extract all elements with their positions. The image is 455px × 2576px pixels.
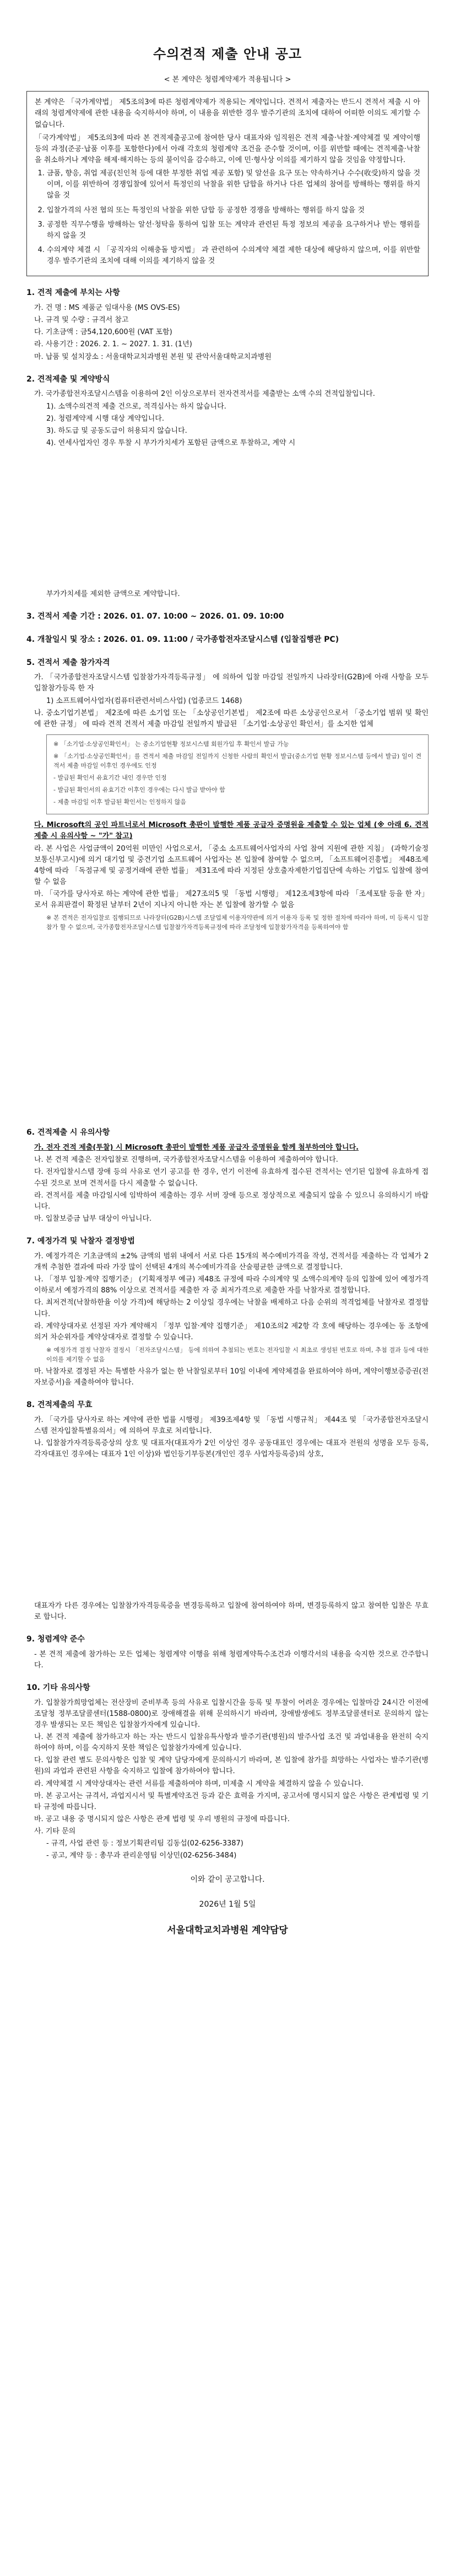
section-6-line-a: 가. 전자 견적 제출(투찰) 시 Microsoft 총판이 발행한 제품 공급자 증명원을 함께 첨부하여야 합니다.	[34, 1144, 359, 1152]
section-9	[26, 1634, 429, 1671]
section-6-line-b: 나. 본 견적 제출은 전자입찰로 진행하며, 국가종합전자조달시스템을 이용하여 제출하여야 합니다.	[34, 1156, 338, 1164]
integrity-item: 3. 공정한 직무수행을 방해하는 알선·청탁을 통하여 입찰 또는 계약과 관련된 특정 정보의 제공을 요구하거나 받는 행위를 하지 않을 것	[47, 219, 420, 242]
section-3	[26, 611, 429, 623]
section-10-line-b: 나. 본 견적 제출에 참가하고자 하는 자는 반드시 입찰유특사항과 발주기관(병원)의 발주사업 조건 및 과업내용을 완전히 숙지하여야 하며, 이를 숙지하지 못한 책임은 입찰참가자에게 있습니다.	[34, 1732, 429, 1753]
section-7-note: ※ 예정가격 결정 낙찰자 결정시 「전자조달시스템」 등에 의하여 추첨되는 번호는 전자입찰 시 최초로 생성된 번호로 하며, 추첨 결과 등에 대한 이의를 제기할 수 없음	[46, 1346, 429, 1364]
section-1-heading: 1. 견적 제출에 부치는 사항	[26, 288, 120, 298]
certificate-note-box	[46, 734, 429, 814]
section-5-line-a: 가. 「국가종합전자조달시스템 입찰참가자격등록규정」 에 의하여 입찰 마감일 전일까지 나라장터(G2B)에 아래 사항을 모두 입찰참가등록 한 자	[34, 673, 429, 693]
section-2-item: 1). 소액수의견적 제출 건으로, 적격심사는 하지 않습니다.	[46, 402, 226, 411]
integrity-item: 2. 입찰가격의 사전 협의 또는 특정인의 낙찰을 위한 담합 등 공정한 경쟁을 방해하는 행위를 하지 않을 것	[47, 205, 420, 216]
issuing-organization: 서울대학교치과병원 계약담당	[167, 1924, 288, 1936]
section-10-heading: 10. 기타 유의사항	[26, 1683, 90, 1692]
section-2-line-a: 가. 국가종합전자조달시스템을 이용하여 2인 이상으로부터 전자견적서를 제출받는 소액 수의 견적입찰입니다.	[34, 390, 375, 399]
section-1-line: 가. 건 명 : MS 제품군 임대사용 (MS OVS-ES)	[34, 303, 180, 312]
integrity-preface: 「국가계약법」 제5조의3에 따라 본 견적제출공고에 참여한 당사 대표자와 임직원은 견적 제출·낙찰·계약체결 및 계약이행 등의 과정(준공·납품 이후를 포함한다)에서 아래 각호의 청렴계약 조건을 준수할 것이며, 이를 위반할 때에는 견적제출·낙찰을 취소하거나 계약을 해제·해지하는 등의 불이익을 감수하고, 이에 민·형사상 이의를 제기하지 않을 것임을 약정합니다.	[35, 133, 420, 165]
section-6	[26, 1127, 429, 1225]
section-4-heading: 4. 개찰일시 및 장소 : 2026. 01. 09. 11:00 / 국가종합전자조달시스템 (입찰집행관 PC)	[26, 635, 339, 644]
section-10-line-g: 사. 기타 문의	[34, 1827, 76, 1836]
section-7-line-e: 마. 낙찰자로 결정된 자는 특별한 사유가 없는 한 낙찰일로부터 10일 이내에 계약체결을 완료하여야 하며, 계약이행보증증권(전자보증서)을 제출하여야 합니다.	[34, 1367, 429, 1387]
section-8-line-a: 가. 「국가를 당사자로 하는 계약에 관한 법률 시행령」 제39조제4항 및 「동법 시행규칙」 제44조 및 「국가종합전자조달시스템 전자입찰특별유의서」에 의하여 무효로 처리합니다.	[34, 1416, 429, 1436]
section-7-line-b: 나. 「정부 입찰·계약 집행기준」 (기획재정부 예규) 제48조 규정에 따라 수의계약 및 소액수의계약 등의 입찰에 있어 예정가격 이하로서 예정가격의 88% 이상으로 견적서를 제출한 자 중 최저가격으로 제출한 자를 낙찰자로 결정합니다.	[34, 1275, 429, 1295]
section-6-line-d: 라. 견적서를 제출 마감일시에 임박하여 제출하는 경우 서버 장애 등으로 정상적으로 제출되지 않을 수 있으니 유의하시기 바랍니다.	[34, 1191, 429, 1211]
section-1-line: 마. 납품 및 설치장소 : 서울대학교치과병원 본원 및 관악서울대학교치과병원	[34, 352, 272, 361]
section-2-item: 2). 청렴계약제 시행 대상 계약입니다.	[46, 414, 164, 423]
section-5-line-c: 다. Microsoft의 공인 파트너로서 Microsoft 총판이 발행한 제품 공급자 증명원을 제출할 수 있는 업체 (※ 아래 6. 견적제출 시 유의사항 ~ "가" 참고)	[34, 821, 429, 841]
page-subtitle: < 본 계약은 청렴계약제가 적용됩니다 >	[164, 76, 291, 84]
section-2-after-blank: 부가가치세를 제외한 금액으로 계약합니다.	[46, 590, 180, 599]
section-7-line-c: 다. 최저견적(낙찰하한율 이상 가격)에 해당하는 2 이상일 경우에는 낙찰을 배제하고 다음 순위의 적격업체를 낙찰자로 결정합니다.	[34, 1298, 429, 1318]
integrity-item: 1. 금품, 향응, 취업 제공(친인척 등에 대한 부정한 취업 제공 포함) 및 알선을 요구 또는 약속하거나 수수(收受)하지 않을 것이며, 이를 위반하여 경쟁입찰에 있어서 특정인의 낙찰을 위한 담합을 하거나 다른 업체의 참여를 방해하는 행위를 하지 않을 것	[47, 168, 420, 201]
integrity-item: 4. 수의계약 체결 시 「공직자의 이해충돌 방지법」 과 관련하여 수의계약 체결 제한 대상에 해당하지 않으며, 이를 위반할 경우 발주기관의 조치에 대해 이의를 제기하지 않을 것	[47, 245, 420, 267]
section-7	[26, 1236, 429, 1388]
section-2-item: 3). 하도급 및 공동도급이 허용되지 않습니다.	[46, 426, 187, 435]
section-5-note: ※ 본 견적은 전자입찰로 집행되므로 나라장터(G2B)시스템 조달업체 이용자약관에 의거 이용자 등록 및 정한 절차에 따라야 하며, 미 등록시 입찰참가 할 수 없으며, 국가종합전자조달시스템 입찰참가자격등록규정에 따라 조달청에 입찰참가자격을 등록하여야 함	[46, 914, 429, 931]
section-10	[26, 1682, 429, 1862]
certificate-note: ※ 「소기업·소상공인확인서」를 견적서 제출 마감일 전일까지 신청한 사람의 확인서 발급(중소기업 현황 정보시스템 등에서 발급) 일이 견적서 제출 마감일 이후인 경우에도 인정	[53, 753, 421, 770]
section-9-line: - 본 견적 제출에 참가하는 모든 업체는 청렴계약 이행을 위해 청렴계약특수조건과 이행각서의 내용을 숙지한 것으로 간주합니다.	[34, 1650, 429, 1670]
section-6-line-e: 마. 입찰보증금 납부 대상이 아닙니다.	[34, 1215, 152, 1223]
contact-line: - 규격, 사업 관련 등 : 정보기획관리팀 김동섭(02-6256-3387)	[46, 1839, 243, 1848]
certificate-note: - 발급된 확인서의 유효기간 이후인 경우에는 다시 발급 받아야 함	[53, 786, 225, 794]
integrity-intro: 본 계약은 「국가계약법」 제5조의3에 따른 청렴계약제가 적용되는 계약입니다. 견적서 제출자는 반드시 견적서 제출 시 아래의 청렴계약제에 관한 내용을 숙지하셔야 하며, 이 내용을 위반한 경우 발주기관의 조치에 대하여 어떠한 이의도 제기할 수 없습니다.	[35, 98, 420, 129]
section-6-line-c: 다. 전자입찰시스템 장애 등의 사유로 연기 공고를 한 경우, 연기 이전에 유효하게 접수된 견적서는 연기된 입찰에 유효하게 접수된 것으로 보며 견적서를 다시 제출할 수 없습니다.	[34, 1168, 429, 1188]
integrity-contract-box	[26, 91, 429, 276]
section-10-line-a: 가. 입찰참가희망업체는 전산장비 준비부족 등의 사유로 입찰시간을 등록 및 투찰이 어려운 경우에는 입찰마감 24시간 이전에 조달청 정부조달콜센터(1588-0800)로 장애해결을 위해 문의하시기 바라며, 장애발생에도 정부조달콜센터로 문의하지 않는 경우 발생되는 모든 책임은 입찰참가자에게 있습니다.	[34, 1698, 429, 1729]
section-8-heading: 8. 견적제출의 무효	[26, 1400, 93, 1410]
section-7-heading: 7. 예정가격 및 낙찰자 결정방법	[26, 1237, 135, 1246]
section-7-line-a: 가. 예정가격은 기초금액의 ±2% 금액의 범위 내에서 서로 다른 15개의 복수예비가격을 작성, 견적서를 제출하는 각 업체가 2개씩 추첨한 결과에 따라 가장 많이 선택된 4개의 복수예비가격을 산술평균한 금액으로 결정합니다.	[34, 1252, 429, 1271]
section-8	[26, 1399, 429, 1623]
section-2-item: 4). 연세사업자인 경우 투찰 시 부가가치세가 포함된 금액으로 투찰하고, 계약 시	[46, 438, 296, 447]
section-5-line-b: 나. 중소기업기본법」 제2조에 따른 소기업 또는 「소상공인기본법」 제2조에 따른 소상공인으로서 「중소기업 범위 및 확인에 관한 규정」 에 따라 견적 견적서 제출 마감일 전일까지 발급된 「소기업·소상공인 확인서」를 소지한 업체	[34, 709, 429, 728]
section-10-line-e: 마. 본 공고서는 규격서, 과업지시서 및 특별계약조건 등과 같은 효력을 가지며, 공고서에 명시되지 않은 사항은 관계법령 및 기타 규정에 따릅니다.	[34, 1791, 429, 1811]
section-2	[26, 374, 429, 600]
blank-space	[26, 1462, 429, 1600]
closing-statement: 이와 같이 공고합니다.	[190, 1875, 265, 1884]
section-5-line-e: 마. 「국가를 당사자로 하는 계약에 관한 법률」 제27조의5 및 「동법 시행령」 제12조제3항에 따라 「조세포탈 등을 한 자」로서 유죄판결이 확정된 날부터 2년이 지나지 아니한 자는 본 입찰에 참가할 수 없음	[34, 890, 429, 910]
page-title: 수의견적 제출 안내 공고	[153, 46, 302, 62]
section-1-line: 다. 기초금액 : 금54,120,600원 (VAT 포함)	[34, 328, 172, 337]
section-5-heading: 5. 견적서 제출 참가자격	[26, 658, 110, 667]
certificate-note: - 발급된 확인서 유효기간 내인 경우만 인정	[53, 774, 167, 782]
section-9-heading: 9. 청렴계약 준수	[26, 1634, 85, 1644]
section-4	[26, 634, 429, 646]
section-5-line-d: 라. 본 사업은 사업금액이 20억원 미만인 사업으로서, 「중소 소프트웨어사업자의 사업 참여 지원에 관한 지침」 (과학기술정보통신부고시)에 의거 대기업 및 중견기업 소프트웨어 사업자는 본 입찰에 참여할 수 없으며, 「소프트웨어진흥법」 제48조제4항에 따라 「독점규제 및 공정거래에 관한 법률」 제31조에 따라 지정된 상호출자제한기업집단에 속하는 기업도 입찰에 참여할 수 없음	[34, 844, 429, 886]
section-7-line-d: 라. 계약상대자로 선정된 자가 계약해지 「정부 입찰·계약 집행기준」 제10조의2 제2항 각 호에 해당하는 경우에는 동 조항에 의거 차순위자를 계약상대자로 결정할 수 있습니다.	[34, 1322, 429, 1341]
blank-space	[26, 450, 429, 588]
notice-date: 2026년 1월 5일	[199, 1900, 256, 1909]
section-2-heading: 2. 견적제출 및 계약방식	[26, 374, 110, 384]
section-10-line-c: 다. 입찰 관련 별도 문의사항은 입찰 및 계약 담당자에게 문의하시기 바라며, 본 입찰에 참가를 희망하는 사업자는 발주기관(병원)의 과업과 관련된 사항을 숙지하고 입찰에 참가하여야 합니다.	[34, 1756, 429, 1776]
section-10-line-d: 라. 계약체결 시 계약상대자는 관련 서류를 제출하여야 하며, 미제출 시 계약을 체결하지 않을 수 있습니다.	[34, 1779, 364, 1788]
section-1-line: 나. 규격 및 수량 : 규격서 참고	[34, 316, 129, 325]
section-1	[26, 287, 429, 362]
certificate-note: ※ 「소기업·소상공인확인서」 는 중소기업현황 정보시스템 회원가입 후 확인서 발급 가능	[53, 740, 289, 748]
section-8-line-b: 나. 입찰참가자격등록증상의 상호 및 대표자(대표자가 2인 이상인 경우 공동대표인 경우에는 대표자 전원의 성명을 모두 등록, 각자대표인 경우에는 대표자 1인 이상)와 법인등기부등본(개인인 경우 사업자등록증)의 상호,	[34, 1439, 429, 1459]
section-5	[26, 657, 429, 932]
blank-space	[26, 934, 429, 1116]
section-10-line-f: 바. 공고 내용 중 명시되지 않은 사항은 관계 법령 및 우리 병원의 규정에 따릅니다.	[34, 1815, 290, 1823]
integrity-list	[35, 168, 420, 267]
section-1-line: 라. 사용기간 : 2026. 2. 1. ~ 2027. 1. 31. (1년)	[34, 340, 192, 349]
certificate-note: - 제출 마감일 이후 발급된 확인서는 인정하지 않음	[53, 798, 186, 806]
section-3-heading: 3. 견적서 제출 기간 : 2026. 01. 07. 10:00 ~ 2026. 01. 09. 10:00	[26, 612, 284, 621]
section-6-heading: 6. 견적제출 시 유의사항	[26, 1128, 110, 1137]
section-8-after-blank: 대표자가 다른 경우에는 입찰참가자격등록증을 변경등록하고 입찰에 참여하여야 하며, 변경등록하지 않고 참여한 입찰은 무효로 합니다.	[34, 1601, 429, 1621]
contact-line: - 공고, 계약 등 : 총무과 관리운영팀 이상민(02-6256-3484)	[46, 1852, 237, 1860]
section-5-line-a-sub: 1) 소프트웨어사업자(컴퓨터관련서비스사업) (업종코드 1468)	[46, 696, 242, 705]
